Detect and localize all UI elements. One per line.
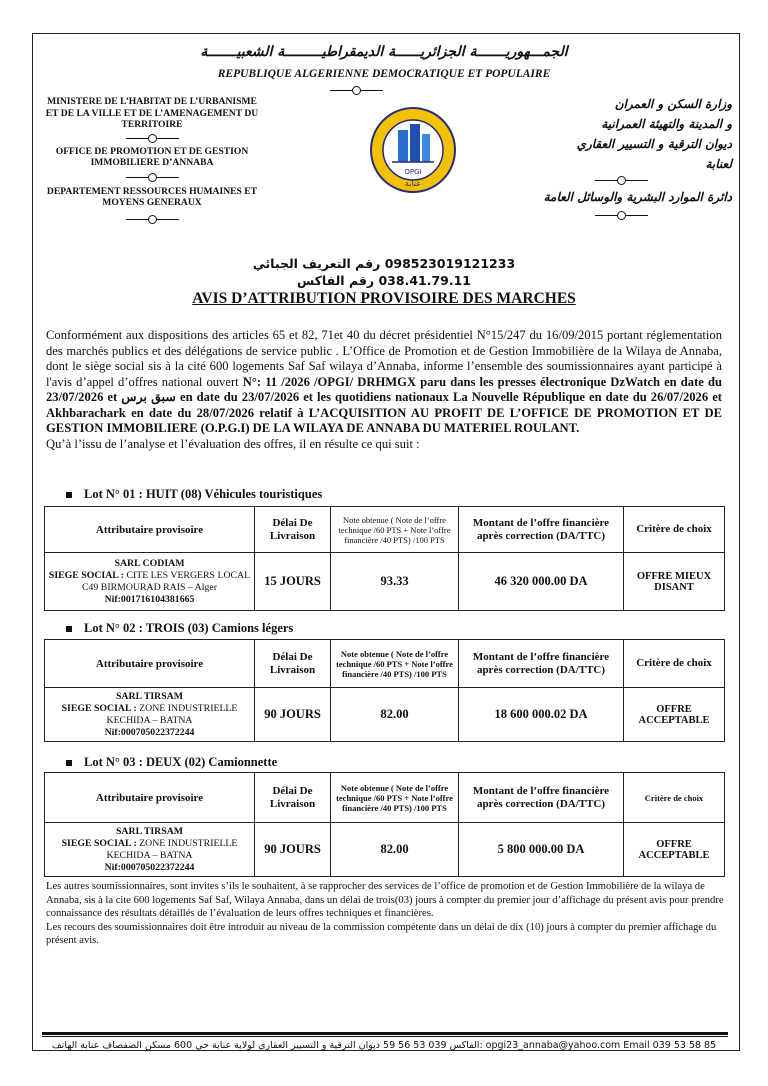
footnote [46, 880, 726, 948]
header-attributaire: Attributaire provisoire [45, 640, 255, 688]
footnote-invitation: Les autres soumissionnaires, sont invites s’ils le souhaitent, à se rapprocher des services de l’office de promotion et de Gestion Immobilière de la wilaya de Annaba, sis à la cite 600 logements Saf Saf, Wilaya Annaba, dans un délai de trois(03) jours à compter du premier jour d’affichage du présent avis pour prendre connaissance des résultats détaillés de l’évaluation de leurs offres techniques et financières. [46, 881, 724, 919]
header-montant: Montant de l’offre financière après correction (DA/TTC) [459, 507, 624, 553]
header-ornament [330, 86, 383, 95]
lot-2-table [44, 639, 725, 742]
office-ar-2: لعنابة [705, 157, 732, 171]
fiscal-id: 098523019121233 رقم التعريف الجبائي [252, 256, 516, 271]
opgi-logo [368, 104, 458, 200]
header-critere: Critère de choix [624, 507, 725, 553]
lot-1-title: Lot N° 01 : HUIT (08) Véhicules touristiques [66, 487, 322, 502]
header-note: Note obtenue ( Note de l’offre technique /60 PTS + Note l’offre financière /40 PTS) /100 PTS [331, 773, 459, 823]
intro-text: Conformément aux dispositions des articles 65 et 82, 71et 40 du décret présidentiel N°15/247 du 16/09/2015 portant réglementation des marchés publics et des délégations de service public . L’Office de Promotion et de Gestion Immobilière de la Wilaya de Annaba, dont le siège social sis à la cité 600 logements Saf Saf wilaya d’Annaba, informe l’ensemble des soumissionnaires ayant participé à l'avis d’appel d’offres national ouvert [46, 328, 722, 389]
logo-sub: عنابة [404, 179, 422, 188]
header-attributaire: Attributaire provisoire [45, 773, 255, 823]
lot-3-table [44, 772, 725, 877]
ornament [44, 215, 260, 224]
department-fr: DEPARTEMENT RESSOURCES HUMAINES ET MOYENS GENERAUX [46, 185, 258, 208]
ornament [44, 134, 260, 143]
fax-number: 038.41.79.11 رقم الفاكس [296, 273, 472, 288]
header-critere: Critère de choix [624, 640, 725, 688]
attributaire-cell: SARL TIRSAM SIEGE SOCIAL : ZONE INDUSTRIELLE KECHIDA – BATNA Nif:000705022372244 [45, 823, 255, 877]
ornament [44, 173, 260, 182]
delai-cell: 90 JOURS [255, 688, 331, 742]
header-montant: Montant de l’offre financière après correction (DA/TTC) [459, 640, 624, 688]
header-note: Note obtenue ( Note de l’offre technique /60 PTS + Note l’offre financière /40 PTS) /100 PTS [331, 640, 459, 688]
header-montant: Montant de l’offre financière après correction (DA/TTC) [459, 773, 624, 823]
right-institution-block [510, 94, 732, 224]
footer-rule-thin [42, 1036, 728, 1037]
note-cell: 82.00 [331, 688, 459, 742]
department-ar: دائرة الموارد البشرية والوسائل العامة [543, 190, 732, 204]
left-institution-block [44, 96, 260, 230]
note-cell: 93.33 [331, 553, 459, 611]
office-fr: OFFICE DE PROMOTION ET DE GESTION IMMOBILIERE D’ANNABA [55, 145, 249, 168]
montant-cell: 5 800 000.00 DA [459, 823, 624, 877]
header-delai: Délai De Livraison [255, 773, 331, 823]
footnote-recours: Les recours des soumissionnaires doit être introduit au niveau de la commission compétente dans un délai de dix (10) jours à compter du premier affichage du présent avis. [46, 921, 717, 946]
intro-reference: N°: 11 /2026 /OPGI/ DRHMGX paru dans les presses électronique DzWatch en date du 23/07/2026 et سبق برس en date du 23/07/2026 et les quotidiens nationaux La Nouvelle République en date du 26/07/2026 et Akhbarachark en date du 28/07/2026 relatif à L’ACQUISITION AU PROFIT DE L’OFFICE DE PROMOTION ET DE GESTION IMMOBILIERE (O.P.G.I) DE LA WILAYA DE ANNABA DU MATERIEL ROULANT. [46, 374, 723, 435]
critere-cell: OFFRE MIEUX DISANT [624, 553, 725, 611]
footer-rule [42, 1032, 728, 1035]
ornament [510, 176, 732, 185]
logo-label: OPGI [404, 168, 422, 176]
office-ar-1: ديوان الترقية و التسيير العقاري [576, 137, 732, 151]
header-note: Note obtenue ( Note de l’offre technique /60 PTS + Note l’offre financière /40 PTS) /100 PTS [331, 507, 459, 553]
ornament [510, 211, 732, 220]
intro-paragraph [46, 328, 722, 452]
french-republic-header: REPUBLIQUE ALGERIENNE DEMOCRATIQUE ET POPULAIRE [217, 68, 551, 80]
delai-cell: 90 JOURS [255, 823, 331, 877]
footer-contact: opgi23_annaba@yahoo.com Email 039 53 58 85 :الفاكس 039 53 56 59 ديوان الترقية و التسيير العقاري لولاية عنابة حي 600 مسكن الصفصاف عنابة الهاتف [51, 1040, 717, 1051]
lot-3-title: Lot N° 03 : DEUX (02) Camionnette [66, 755, 277, 770]
montant-cell: 18 600 000.02 DA [459, 688, 624, 742]
header-critere: Critère de choix [624, 773, 725, 823]
arabic-republic-header: الجمـــهوريـــــــة الجزائريــــــة الديمقراطيـــــــــة الشعبيـــــــة [200, 44, 568, 60]
attributaire-cell: SARL CODIAM SIEGE SOCIAL : CITE LES VERGERS LOCAL C49 BIRMOURAD RAIS – Alger Nif:001716104381665 [45, 553, 255, 611]
ministry-fr: MINISTERE DE L’HABITAT DE L’URBANISME ET DE LA VILLE ET DE L’AMENAGEMENT DU TERRITOIRE [45, 96, 259, 130]
intro-conclusion: Qu’à l’issu de l’analyse et l’évaluation des offres, il en résulte ce qui suit : [46, 436, 420, 451]
lot-1-table [44, 506, 725, 611]
delai-cell: 15 JOURS [255, 553, 331, 611]
header-delai: Délai De Livraison [255, 640, 331, 688]
header-delai: Délai De Livraison [255, 507, 331, 553]
montant-cell: 46 320 000.00 DA [459, 553, 624, 611]
ministry-ar-1: وزارة السكن و العمران [614, 97, 732, 111]
ministry-ar-2: و المدينة والتهيئة العمرانية [601, 117, 732, 131]
header-attributaire: Attributaire provisoire [45, 507, 255, 553]
note-cell: 82.00 [331, 823, 459, 877]
lot-2-title: Lot N° 02 : TROIS (03) Camions légers [66, 621, 293, 636]
page-title: AVIS D’ATTRIBUTION PROVISOIRE DES MARCHES [192, 290, 576, 307]
attributaire-cell: SARL TIRSAM SIEGE SOCIAL : ZONE INDUSTRIELLE KECHIDA – BATNA Nif:000705022372244 [45, 688, 255, 742]
critere-cell: OFFRE ACCEPTABLE [624, 688, 725, 742]
critere-cell: OFFRE ACCEPTABLE [624, 823, 725, 877]
